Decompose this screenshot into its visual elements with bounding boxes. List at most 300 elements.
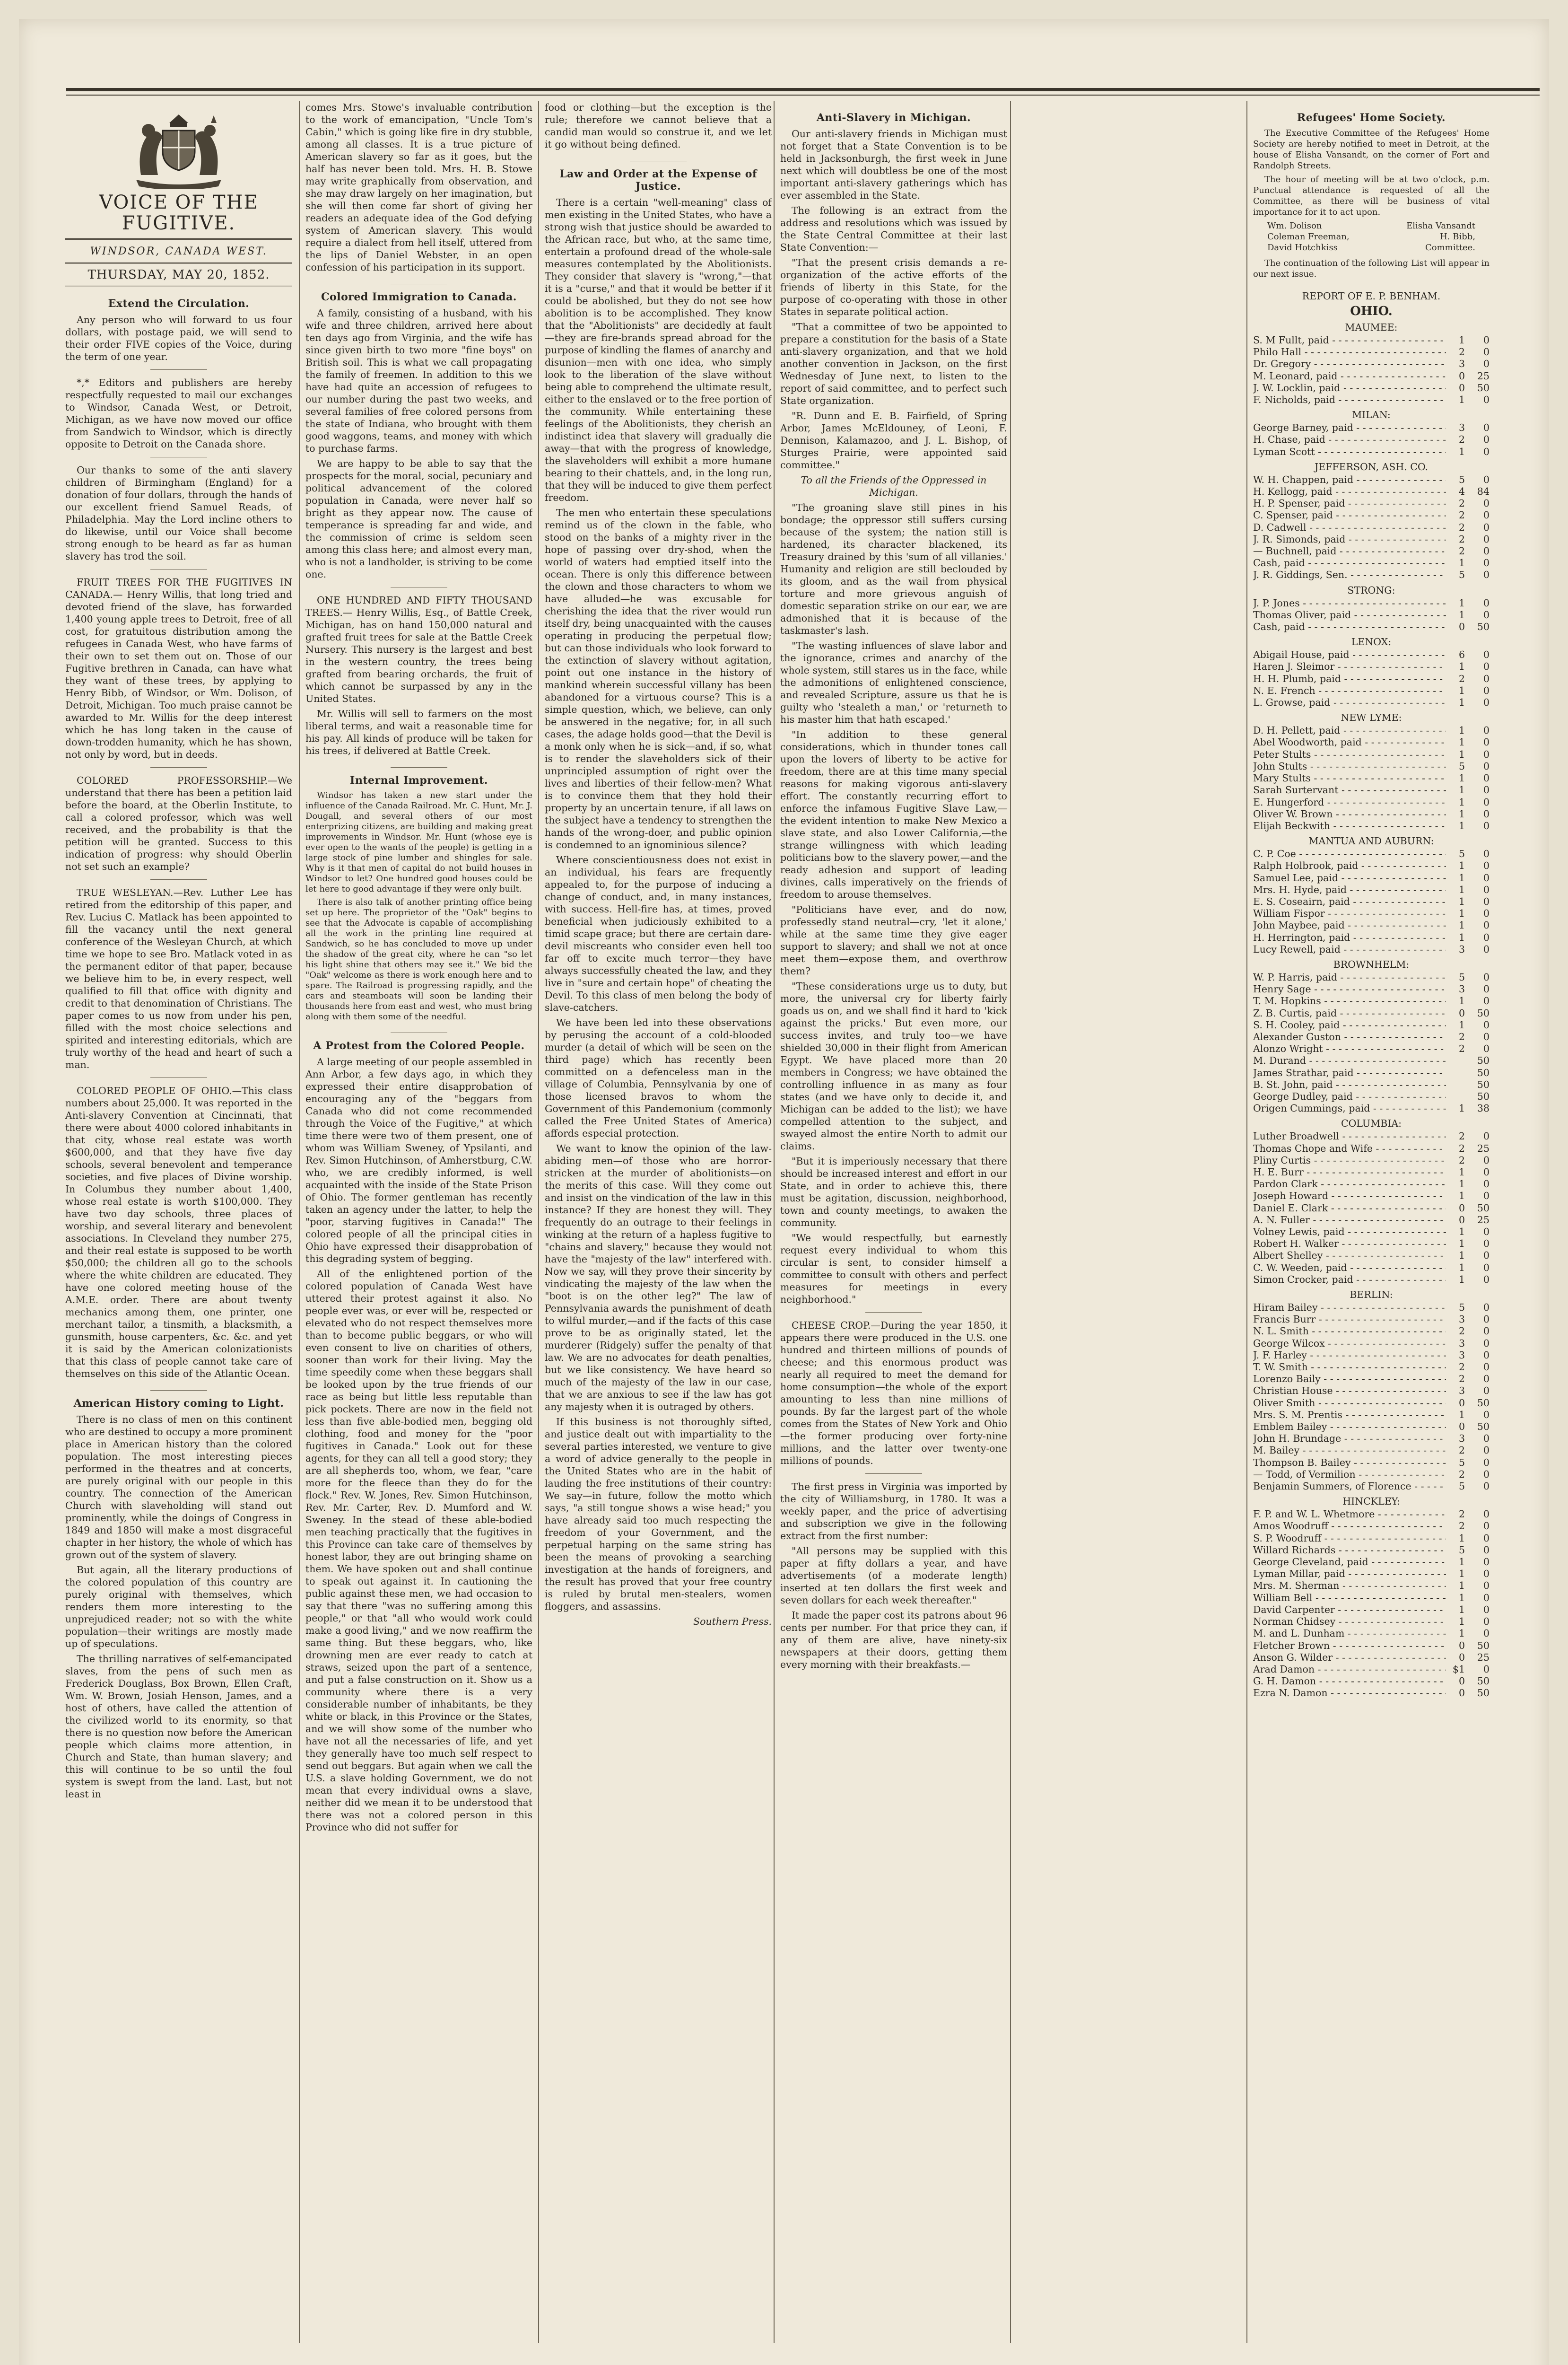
subscriber-row	[1253, 1043, 1490, 1055]
amount-dollars: 2	[1458, 545, 1465, 557]
subscriber-row	[1253, 346, 1490, 358]
subscriber-row	[1253, 1091, 1490, 1103]
place-heading: NEW LYME:	[1341, 712, 1402, 724]
amount-cents: 0	[1483, 533, 1490, 545]
subscriber-row	[1253, 334, 1490, 346]
amount-dollars: 3	[1458, 1349, 1465, 1361]
subscriber-name: Cash, paid - - -	[1253, 557, 1446, 569]
amount-cents: 0	[1483, 1628, 1490, 1639]
amount-cents: 0	[1483, 609, 1490, 621]
amount-dollars: 1	[1458, 860, 1465, 872]
paragraph: "In addition to these general considerations, which in thunder tones call upon the lovers of liberty to be active for freedom, there are at this time many special reasons for making vigorous anti-slavery effort. The constantly recurring effort to enforce the infamous Fugitive Slave Law,—the evident intention to make New Mexico a slave state, and also Lower California,—the strange willingness with which leading politicians bow to the slavery power,—and the ready adhesion and support of leading divines, calls imperatively on the friends of freedom to arouse themselves.	[780, 729, 1007, 900]
column-1	[65, 101, 292, 2353]
subscriber-name: John Stults - - -	[1253, 761, 1446, 772]
headline: Anti-Slavery in Michigan.	[816, 112, 971, 124]
amount-dollars: 2	[1458, 1508, 1465, 1520]
amount-cents: 50	[1477, 382, 1490, 394]
subscriber-name: Alonzo Wright - - -	[1253, 1043, 1446, 1055]
amount-dollars: 5	[1458, 1544, 1465, 1556]
subscriber-row	[1253, 1007, 1490, 1019]
amount-dollars: 1	[1458, 884, 1465, 895]
subscriber-row	[1253, 884, 1490, 896]
amount-cents: 0	[1483, 1433, 1490, 1445]
amount-cents: 0	[1483, 1166, 1490, 1178]
paragraph: CHEESE CROP.—During the year 1850, it appears there were produced in the U.S. one hundred and thirteen millions of pounds of cheese; and this enormous product was nearly all required to meet the demand for home consumption—the whole of the export amounting to less than nine millions of pounds. By far the largest part of the whole comes from the States of New York and Ohio—the former producing over forty-nine millions, and the latter over twenty-one millions of pounds.	[780, 1320, 1007, 1466]
amount-dollars: 2	[1458, 1373, 1465, 1385]
amount-cents: 0	[1483, 943, 1490, 955]
subscriber-name: Origen Cummings, paid - - -	[1253, 1103, 1446, 1114]
amount-dollars: 1	[1458, 995, 1465, 1007]
subscriber-row	[1253, 1508, 1490, 1520]
amount-dollars: 1	[1458, 931, 1465, 943]
paragraph: "We would respectfully, but earnestly request every individual to whom this circular is sent, to consider himself a committee to consult with others and perfect measures for meetings in every neighborhood."	[780, 1232, 1007, 1305]
subscriber-name: T. M. Hopkins - - -	[1253, 995, 1446, 1007]
subscriber-name: G. H. Damon - - -	[1253, 1675, 1446, 1687]
place-heading: MANTUA AND AUBURN:	[1308, 835, 1434, 847]
subscriber-row	[1253, 1373, 1490, 1385]
subscriber-row	[1253, 1469, 1490, 1480]
amount-dollars: 2	[1458, 533, 1465, 545]
subscriber-row	[1253, 1640, 1490, 1652]
amount-cents: 0	[1483, 346, 1490, 358]
subscriber-name: J. W. Locklin, paid - - -	[1253, 382, 1446, 394]
amount-dollars: 0	[1458, 1202, 1465, 1214]
amount-dollars: 3	[1458, 422, 1465, 434]
amount-dollars: 2	[1458, 1468, 1465, 1480]
amount-dollars: 1	[1458, 908, 1465, 920]
amount-cents: 0	[1483, 1568, 1490, 1580]
subscriber-name: Haren J. Sleimor - - -	[1253, 661, 1446, 673]
amount-dollars: 1	[1458, 609, 1465, 621]
subscriber-name: Fletcher Brown - - -	[1253, 1640, 1446, 1652]
subscriber-row	[1253, 1155, 1490, 1166]
subscriber-row	[1253, 920, 1490, 931]
subscriber-name: Ezra N. Damon - - -	[1253, 1687, 1446, 1699]
subscriber-name: H. P. Spenser, paid - - -	[1253, 498, 1446, 509]
subscriber-row	[1253, 808, 1490, 820]
subscriber-name: Francis Burr - - -	[1253, 1314, 1446, 1325]
amount-dollars: 1	[1458, 872, 1465, 884]
paragraph: There is no class of men on this continent who are destined to occupy a more prominent place in American history than the colored population. The most interesting pieces performed in the theatres and at concerts, are purely original with our people in this country. The connection of the American Church with slaveholding will stand out prominently, while the doings of Congress in 1849 and 1850 will make a most disgraceful chapter in her history, the whole of which has grown out of the system of slavery.	[65, 1414, 292, 1560]
headline: Colored Immigration to Canada.	[305, 284, 532, 303]
amount-dollars: 5	[1458, 569, 1465, 581]
subscriber-row	[1253, 621, 1490, 633]
amount-dollars: 0	[1458, 1214, 1465, 1226]
amount-dollars: 1	[1458, 394, 1465, 406]
subscriber-row	[1253, 1480, 1490, 1492]
subscriber-name: W. H. Chappen, paid - - -	[1253, 474, 1446, 486]
subscriber-name: H. Kellogg, paid - - -	[1253, 486, 1446, 498]
subscriber-name: Simon Crocker, paid - - -	[1253, 1274, 1446, 1286]
subscriber-name: Mrs. S. M. Prentis - - -	[1253, 1409, 1446, 1421]
amount-cents: 0	[1483, 1325, 1490, 1337]
subscriber-name: M. and L. Dunham - - -	[1253, 1628, 1446, 1639]
subscriber-name: E. Hungerford - - -	[1253, 797, 1446, 808]
paragraph: "That the present crisis demands a re-organization of the active efforts of the friends of liberty in this State, for the purpose of co-operating with those in other States in separate political action.	[780, 257, 1007, 317]
paragraph: Windsor has taken a new start under the influence of the Canada Railroad. Mr. C. Hunt, Mr. J. Dougall, and several others of our most enterprizing citizens, are building and making great improvements in Windsor. Mr. Hunt (whose eye is ever open to the wants of the people) is getting in a large stock of pine lumber and shingles for sale. Why is it that men of capital do not build houses in Windsor to let? One hundred good houses could be let here to good advantage if they were only built.	[305, 790, 532, 894]
amount-dollars: 3	[1458, 1385, 1465, 1397]
amount-cents: 0	[1483, 1544, 1490, 1556]
amount-cents: 0	[1483, 1261, 1490, 1273]
subscriber-name: — Todd, of Vermilion - - -	[1253, 1469, 1446, 1480]
amount-dollars: 1	[1458, 1592, 1465, 1603]
subscriber-row	[1253, 1079, 1490, 1091]
amount-cents: 0	[1483, 1154, 1490, 1166]
column-2	[305, 101, 532, 2353]
amount-dollars: 2	[1458, 509, 1465, 521]
amount-cents: 0	[1483, 557, 1490, 569]
paragraph: We have been led into these observations by perusing the account of a cold-blooded murder (a detail of which will be seen on the third page) which has recently been committed on a defenceless man in the village of Columbia, Pennsylvania by one of those licensed bravos to whom the Government of this Pandemonium (commonly called the Free United States of America) affords especial protection.	[545, 1017, 772, 1139]
subscriber-name: Elijah Beckwith - - -	[1253, 820, 1446, 832]
amount-cents: 0	[1483, 1190, 1490, 1202]
amount-dollars: 2	[1458, 521, 1465, 533]
amount-cents: 50	[1477, 1007, 1490, 1019]
subscriber-row	[1253, 509, 1490, 521]
subscriber-name: Hiram Bailey - - -	[1253, 1302, 1446, 1314]
subscriber-row	[1253, 1067, 1490, 1079]
amount-dollars: 5	[1458, 848, 1465, 860]
amount-dollars	[1446, 1091, 1465, 1103]
amount-dollars: 3	[1458, 1337, 1465, 1349]
amount-cents: 0	[1483, 1580, 1490, 1592]
paragraph: "These considerations urge us to duty, but more, the universal cry for liberty fairly goads us on, and we shall find it hard to 'kick against the pricks.' But even more, our success invites, and truly too—we have shielded 30,000 in their flight from American Egypt. We have placed more than 20 members in Congress; we have obtained the controlling influence in as many as four states (and we have only to decide it, and Michigan can be added to the list); we have compelled attention to the subject, and swayed almost the entire North to admit our claims.	[780, 981, 1007, 1152]
subscriber-row	[1253, 784, 1490, 796]
paragraph: "All persons may be supplied with this paper at fifty dollars a year, and have advertisements (of a moderate length) inserted at ten dollars the first week and seven dollars for each week thereafter."	[780, 1545, 1007, 1606]
subscriber-name: H. Chase, paid - - -	[1253, 434, 1446, 446]
subscriber-name: Amos Woodruff - - -	[1253, 1520, 1446, 1532]
amount-cents: 0	[1483, 422, 1490, 434]
amount-cents: 0	[1483, 1373, 1490, 1385]
subscriber-name: A. N. Fuller - - -	[1253, 1214, 1446, 1226]
amount-cents: 0	[1483, 1520, 1490, 1532]
amount-dollars: 2	[1458, 1142, 1465, 1154]
amount-cents: 0	[1483, 971, 1490, 983]
subscriber-name: Mrs. H. Hyde, paid - - -	[1253, 884, 1446, 896]
subscriber-name: Luther Broadwell - - -	[1253, 1130, 1446, 1142]
amount-dollars: 2	[1458, 673, 1465, 684]
column-rule	[1010, 101, 1011, 2343]
signature: Committee.	[1425, 243, 1475, 253]
subscriber-row	[1253, 1274, 1490, 1286]
subscriber-name: Albert Shelley - - -	[1253, 1250, 1446, 1261]
amount-dollars: 2	[1458, 1445, 1465, 1456]
headline: Law and Order at the Expense of Justice.	[545, 161, 772, 193]
subscriber-row	[1253, 545, 1490, 557]
column-rule	[1246, 101, 1247, 2343]
amount-dollars: 5	[1458, 760, 1465, 772]
subscriber-row	[1253, 1556, 1490, 1568]
subscriber-name: Pliny Curtis - - -	[1253, 1155, 1446, 1166]
signature: Elisha Vansandt	[1406, 221, 1475, 231]
amount-dollars: 1	[1458, 1190, 1465, 1202]
subscriber-row	[1253, 685, 1490, 697]
amount-dollars: 1	[1458, 597, 1465, 609]
subscriber-name: Mary Stults - - -	[1253, 772, 1446, 784]
subscriber-row	[1253, 474, 1490, 486]
amount-dollars: 1	[1458, 684, 1465, 696]
amount-dollars: 1	[1458, 895, 1465, 907]
subscriber-row	[1253, 1250, 1490, 1261]
amount-dollars: 1	[1458, 661, 1465, 673]
amount-dollars: 1	[1458, 1628, 1465, 1639]
amount-cents: 0	[1483, 1302, 1490, 1314]
subscriber-row	[1253, 382, 1490, 394]
amount-dollars: 1	[1458, 1532, 1465, 1544]
subscriber-name: Mrs. M. Sherman - - -	[1253, 1580, 1446, 1592]
subscriber-name: Samuel Lee, paid - - -	[1253, 872, 1446, 884]
amount-cents: 0	[1483, 1226, 1490, 1237]
amount-cents: 0	[1483, 1532, 1490, 1544]
subscriber-name: Norman Chidsey - - -	[1253, 1616, 1446, 1628]
subscriber-name: S. H. Cooley, paid - - -	[1253, 1019, 1446, 1031]
place-heading: COLUMBIA:	[1341, 1118, 1402, 1130]
subscriber-name: M. Durand - - -	[1253, 1055, 1446, 1067]
place-heading: BERLIN:	[1350, 1289, 1393, 1301]
amount-cents: 0	[1483, 1468, 1490, 1480]
subscriber-row	[1253, 1409, 1490, 1421]
amount-cents: 0	[1483, 545, 1490, 557]
amount-cents: 0	[1483, 772, 1490, 784]
subscriber-row	[1253, 522, 1490, 534]
subscriber-name: — Buchnell, paid - - -	[1253, 545, 1446, 557]
subscriber-row	[1253, 1190, 1490, 1202]
paragraph: Our thanks to some of the anti slavery children of Birmingham (England) for a donation of four dollars, through the hands of our excellent friend Samuel Reads, of Philadelphia. May the Lord incline others to do likewise, until our Voice shall become strong enough to be heard as far as human slavery has trod the soil.	[65, 464, 292, 562]
amount-dollars: 1	[1458, 1580, 1465, 1592]
subscriber-name: D. H. Pellett, paid - - -	[1253, 725, 1446, 736]
subscriber-row	[1253, 1103, 1490, 1114]
subscriber-name: W. P. Harris, paid - - -	[1253, 972, 1446, 983]
subscriber-row	[1253, 1166, 1490, 1178]
amount-cents: 50	[1477, 1055, 1490, 1067]
paragraph: "But it is imperiously necessary that there should be increased interest and effort in our State, and in order to achieve this, there must be agitation, discussion, neighborhood, town and county meetings, to awaken the community.	[780, 1156, 1007, 1228]
subscriber-row	[1253, 1338, 1490, 1349]
headline: Extend the Circulation.	[108, 298, 250, 310]
paragraph: TRUE WESLEYAN.—Rev. Luther Lee has retired from the editorship of this paper, and Rev. Lucius C. Matlack has been appointed to fill the vacancy until the next general conference of the Wesleyan Church, at which time we hope to see Bro. Matlack voted in as the permanent editor of that paper, because we believe him to be, in every respect, well qualified to fill that office with dignity and credit to that denomination of Christians. The paper comes to us now from under his pen, filled with the most choice selections and spirited and interesting editorials, which are truly worthy of the head and heart of such a man.	[65, 887, 292, 1070]
subscriber-name: Arad Damon - - -	[1253, 1664, 1446, 1675]
subscriber-row	[1253, 597, 1490, 609]
source-credit: Southern Press.	[693, 1616, 772, 1627]
subscriber-row	[1253, 1520, 1490, 1532]
subscriber-row	[1253, 1178, 1490, 1190]
amount-dollars: 0	[1458, 382, 1465, 394]
subscriber-row	[1253, 908, 1490, 920]
amount-dollars: 0	[1458, 621, 1465, 633]
amount-cents: 50	[1477, 1639, 1490, 1651]
subscriber-row	[1253, 1445, 1490, 1456]
amount-dollars: 3	[1458, 943, 1465, 955]
amount-cents: 50	[1477, 1202, 1490, 1214]
amount-cents: 0	[1483, 983, 1490, 995]
subscriber-name: John Maybee, paid - - -	[1253, 920, 1446, 931]
top-rule-thin	[66, 95, 1540, 96]
paragraph: *,* Editors and publishers are hereby respectfully requested to mail our exchanges to Windsor, Canada West, or Detroit, Michigan, as we have now moved our office from Sandwich to Windsor, which is directly opposite to Detroit on the Canada shore.	[65, 377, 292, 450]
amount-dollars: 1	[1458, 808, 1465, 820]
subscriber-row	[1253, 1143, 1490, 1155]
subscriber-name: M. Bailey - - -	[1253, 1445, 1446, 1456]
amount-cents: 0	[1483, 1178, 1490, 1190]
subscriber-row	[1253, 1019, 1490, 1031]
amount-cents: 84	[1477, 486, 1490, 498]
amount-dollars: 1	[1458, 1261, 1465, 1273]
subheading: To all the Friends of the Oppressed in Michigan.	[801, 474, 987, 498]
paragraph: "The groaning slave still pines in his bondage; the oppressor still suffers cursing because of the system; the nation still is hardened, its character blackened, its Treasury drained by this 'sum of all villanies.' Humanity and religion are still beclouded by its gloom, and as the wail from physical torture and more grievous anguish of domestic separation strike on our ear, we are admonished that it is because of the taskmaster's lash.	[780, 502, 1007, 636]
amount-dollars: 1	[1458, 1273, 1465, 1285]
amount-cents: 0	[1483, 784, 1490, 796]
subscriber-name: J. P. Jones - - -	[1253, 597, 1446, 609]
subscriber-row	[1253, 486, 1490, 498]
amount-dollars: 5	[1458, 473, 1465, 485]
subscriber-name: L. Growse, paid - - -	[1253, 697, 1446, 709]
subscriber-name: Z. B. Curtis, paid - - -	[1253, 1007, 1446, 1019]
subscriber-row	[1253, 434, 1490, 446]
amount-cents: 0	[1483, 748, 1490, 760]
paragraph: All of the enlightened portion of the colored population of Canada West have uttered their protest against it also. No people ever was, or ever will be, respected or elevated who do not respect themselves more than to become public beggars, or who will even consent to live on charities of others, sooner than work for their living. May the time speedily come when these beggars shall be looked upon by the true friends of our race as being but little less reputable than pick pockets. There are now in the field not less than five able-bodied men, begging old clothing, food and money for the "poor fugitives in Canada." Look out for these agents, for they can all tell a good story; they are all shepherds too, whom, we fear, "care more for the fleece than they do for the flock." Rev. W. Jones, Rev. Simon Hutchinson, Rev. Mr. Carter, Rev. D. Mumford and W. Sweney. In the stead of these able-bodied men teaching practically that the fugitives in this Province can take care of themselves by honest labor, they are out bringing shame on them. We have spoken out and shall continue to speak out against it. In cautioning the public against these men, we had occasion to say that there "was no suffering among this people," or that "all who would work could make a good living," and we now reaffirm the same thing. But these beggars, who, like drowning men are ever ready to catch at straws, seized upon the part of a sentence, and put a false construction on it. Show us a community where there is a very considerable number of inhabitants, be they white or black, in this Province or the States, and we will show some of the number who have not all the necessaries of life, and yet they generally have too much self respect to send out beggars. But again when we call the U.S. a slave holding Government, we do not mean that every individual owns a slave, neither did we mean it to be understood that there was not a colored person in this Province who did not suffer for	[305, 1268, 532, 1833]
amount-cents: 0	[1483, 884, 1490, 895]
subscriber-name: Benjamin Summers, of Florence - - -	[1253, 1480, 1446, 1492]
amount-dollars: 2	[1458, 1130, 1465, 1142]
amount-dollars: $1	[1452, 1663, 1465, 1675]
headline: Refugees' Home Society.	[1297, 112, 1446, 124]
column-5	[1253, 101, 1490, 2353]
subscriber-row	[1253, 394, 1490, 406]
amount-cents: 0	[1483, 673, 1490, 684]
amount-cents: 0	[1483, 1556, 1490, 1568]
place-heading: LENOX:	[1351, 636, 1392, 648]
subscriber-name: Daniel E. Clark - - -	[1253, 1202, 1446, 1214]
subscriber-name: Abigail House, paid - - -	[1253, 649, 1446, 661]
amount-dollars: 1	[1458, 1568, 1465, 1580]
subscriber-name: William Fispor - - -	[1253, 908, 1446, 920]
subscriber-name: Christian House - - -	[1253, 1385, 1446, 1397]
amount-cents: 0	[1483, 1445, 1490, 1456]
amount-dollars: 3	[1458, 1314, 1465, 1325]
subscriber-name: Thomas Oliver, paid - - -	[1253, 609, 1446, 621]
subscriber-row	[1253, 1202, 1490, 1214]
subscriber-row	[1253, 1031, 1490, 1043]
subscription-list	[1253, 321, 1490, 1699]
amount-dollars: 1	[1458, 796, 1465, 808]
subscriber-row	[1253, 820, 1490, 832]
subscriber-row	[1253, 673, 1490, 685]
paragraph: Where conscientiousness does not exist in an individual, his fears are frequently appealed to, for the purpose of inducing a change of conduct, and, in many instances, with success. Hell-fire has, at times, proved beneficial when judiciously exhibited to a timid scape grace; but there are certain dare-devil miscreants who consider even hell too far off to excite much terror—they have always successfully cheated the law, and they live in "sure and certain hope" of cheating the Devil. To this class of men belong the body of slave-catchers.	[545, 854, 772, 1013]
subscriber-name: T. W. Smith - - -	[1253, 1361, 1446, 1373]
amount-cents: 0	[1483, 872, 1490, 884]
subscriber-name: Lyman Millar, paid - - -	[1253, 1568, 1446, 1580]
subscriber-row	[1253, 725, 1490, 736]
amount-cents: 0	[1483, 394, 1490, 406]
amount-cents: 0	[1483, 1663, 1490, 1675]
amount-dollars: 2	[1458, 1325, 1465, 1337]
column-rule	[538, 101, 539, 2343]
subscriber-name: Thomas Chope and Wife - - -	[1253, 1143, 1446, 1155]
subscriber-name: M. Leonard, paid - - -	[1253, 370, 1446, 382]
amount-cents: 0	[1483, 1385, 1490, 1397]
amount-cents: 0	[1483, 1592, 1490, 1603]
subscriber-name: H. Herrington, paid - - -	[1253, 932, 1446, 944]
subscriber-name: Peter Stults - - -	[1253, 749, 1446, 761]
masthead	[65, 104, 292, 287]
amount-dollars: 1	[1458, 697, 1465, 709]
state-heading: OHIO.	[1350, 304, 1393, 318]
amount-dollars: 1	[1458, 1603, 1465, 1615]
subscriber-name: J. R. Simonds, paid - - -	[1253, 534, 1446, 545]
amount-cents: 50	[1477, 1397, 1490, 1409]
subscriber-name: William Bell - - -	[1253, 1592, 1446, 1604]
amount-cents: 0	[1483, 521, 1490, 533]
subscriber-row	[1253, 1687, 1490, 1699]
subscriber-row	[1253, 1616, 1490, 1628]
amount-cents: 0	[1483, 509, 1490, 521]
amount-dollars: 2	[1458, 1031, 1465, 1042]
subscriber-row	[1253, 1544, 1490, 1556]
subscriber-name: H. E. Burr - - -	[1253, 1166, 1446, 1178]
subscriber-row	[1253, 995, 1490, 1007]
subscriber-row	[1253, 932, 1490, 944]
subscriber-name: Lorenzo Baily - - -	[1253, 1373, 1446, 1385]
paragraph: The first press in Virginia was imported by the city of Williamsburg, in 1780. It was a weekly paper, and the price of advertising and subscription we give in the following extract from the first number:	[780, 1481, 1007, 1542]
subscriber-row	[1253, 1397, 1490, 1409]
amount-cents: 0	[1483, 1238, 1490, 1250]
column-rule	[299, 101, 300, 2343]
amount-dollars: 1	[1458, 1019, 1465, 1031]
amount-cents: 0	[1483, 498, 1490, 509]
subscriber-name: F. P. and W. L. Whetmore - - -	[1253, 1508, 1446, 1520]
paragraph: COLORED PROFESSORSHIP.—We understand that there has been a petition laid before the board, at the Oberlin Institute, to call a colored professor, which was well received, and the probability is that the petition will be granted. Success to this indication of progress: why should Oberlin not set such an example?	[65, 775, 292, 872]
amount-cents: 25	[1477, 370, 1490, 382]
amount-cents: 0	[1483, 725, 1490, 736]
amount-dollars: 1	[1458, 820, 1465, 832]
paragraph: If this business is not thoroughly sifted, and justice dealt out with impartiality to the several parties interested, we venture to give a word of advice generally to the people in the United States who are in the habit of lauding the free institutions of their country: We say—in future, follow the motto which says, "a still tongue shows a wise head;" you have already said too much respecting the freedom of your Government, and the perpetual harping on the same string has been the means of provoking a searching investigation at the hands of foreigners, and the result has proved that your free country is ruled by brutal men-stealers, women floggers, and assassins.	[545, 1416, 772, 1612]
amount-dollars: 2	[1458, 434, 1465, 446]
subscriber-name: Thompson B. Bailey - - -	[1253, 1457, 1446, 1469]
amount-cents: 0	[1483, 684, 1490, 696]
amount-dollars: 0	[1458, 370, 1465, 382]
amount-cents: 0	[1483, 736, 1490, 748]
amount-dollars: 3	[1458, 983, 1465, 995]
signature: Coleman Freeman,	[1267, 232, 1350, 242]
subscriber-row	[1253, 1130, 1490, 1142]
amount-cents: 0	[1483, 796, 1490, 808]
amount-dollars: 1	[1458, 748, 1465, 760]
paragraph: The following is an extract from the address and resolutions which was issued by the State Central Committee at their last State Convention:—	[780, 205, 1007, 253]
subscriber-name: B. St. John, paid - - -	[1253, 1079, 1446, 1091]
amount-dollars: 5	[1458, 1456, 1465, 1468]
issue-date: THURSDAY, MAY 20, 1852.	[87, 268, 270, 282]
amount-cents: 0	[1483, 1361, 1490, 1373]
subscriber-name: Dr. Gregory - - -	[1253, 358, 1446, 370]
amount-dollars	[1446, 1079, 1465, 1091]
subscriber-row	[1253, 609, 1490, 621]
amount-cents: 0	[1483, 1480, 1490, 1492]
subscriber-name: E. S. Coseairn, paid - - -	[1253, 896, 1446, 908]
headline: American History coming to Light.	[65, 1390, 292, 1410]
subscriber-name: F. Nicholds, paid - - -	[1253, 394, 1446, 406]
subscriber-row	[1253, 569, 1490, 581]
amount-cents: 0	[1483, 334, 1490, 346]
amount-dollars: 1	[1458, 1166, 1465, 1178]
amount-cents: 0	[1483, 848, 1490, 860]
amount-cents: 0	[1483, 920, 1490, 931]
amount-dollars: 0	[1458, 1639, 1465, 1651]
paragraph: "R. Dunn and E. B. Fairfield, of Spring Arbor, James McEldouney, of Leoni, F. Dennison, Kalamazoo, and J. L. Bishop, of Sturges Prairie, were appointed said committee."	[780, 410, 1007, 471]
subscriber-row	[1253, 649, 1490, 661]
amount-dollars: 1	[1458, 772, 1465, 784]
subscriber-name: Philo Hall - - -	[1253, 346, 1446, 358]
subscriber-name: N. E. French - - -	[1253, 685, 1446, 697]
amount-dollars: 1	[1458, 1556, 1465, 1568]
amount-cents: 25	[1477, 1142, 1490, 1154]
subscriber-row	[1253, 944, 1490, 955]
